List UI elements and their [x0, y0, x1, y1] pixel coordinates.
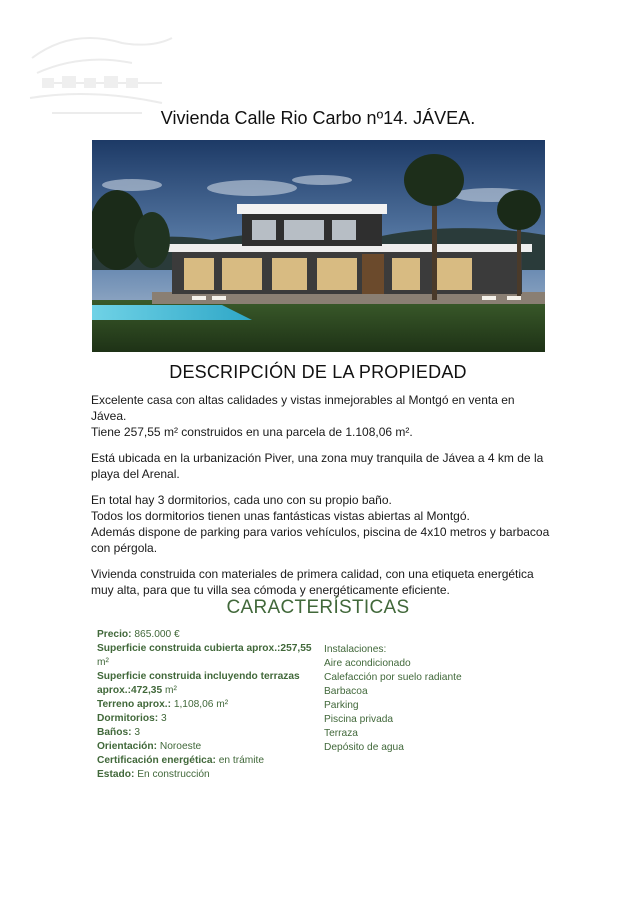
characteristics-heading: CARACTERÍSTICAS: [226, 597, 410, 618]
spec-label: Superficie construida cubierta aprox.:257,55: [97, 643, 312, 654]
spec-built-covered: [97, 642, 312, 656]
description-line: playa del Arenal.: [91, 467, 180, 481]
spec-label: aprox.:472,35: [97, 685, 163, 696]
spec-label: Dormitorios:: [97, 713, 159, 724]
feature-item: Piscina privada: [324, 714, 394, 725]
description-line: Está ubicada en la urbanización Piver, una zona muy tranquila de Jávea a 4 km de la: [91, 451, 544, 465]
spec-built-terraces-value: [97, 684, 312, 698]
description-paragraph: [91, 492, 551, 556]
spec-label: Superficie construida incluyendo terrazas: [97, 671, 300, 682]
spec-value: 3: [134, 727, 141, 738]
feature-item: Instalaciones:: [324, 644, 387, 655]
spec-land: [97, 698, 312, 712]
feature-item: Parking: [324, 700, 359, 711]
spec-label: Estado:: [97, 769, 135, 780]
description-heading: DESCRIPCIÓN DE LA PROPIEDAD: [169, 362, 467, 382]
spec-value: m²: [164, 685, 177, 696]
description-line: Vivienda construida con materiales de primera calidad, con una etiqueta energética: [91, 567, 534, 581]
spec-status: [97, 768, 312, 782]
spec-price: [97, 628, 312, 642]
description-paragraph: [91, 450, 551, 482]
description-line: Excelente casa con altas calidades y vistas inmejorables al Montgó en venta en Jávea.: [91, 393, 515, 423]
spec-energy: [97, 754, 312, 768]
spec-label: Orientación:: [97, 741, 158, 752]
spec-bathrooms: [97, 726, 312, 740]
description-line: Además dispone de parking para varios vehículos, piscina de 4x10 metros y barbacoa: [91, 525, 550, 539]
description-body: [91, 392, 551, 608]
spec-value: Noroeste: [159, 741, 202, 752]
description-line: Todos los dormitorios tienen unas fantásticas vistas abiertas al Montgó.: [91, 509, 470, 523]
description-paragraph: [91, 392, 551, 440]
spec-label: Baños:: [97, 727, 132, 738]
spec-value: 1,108,06 m²: [173, 699, 229, 710]
feature-item: Barbacoa: [324, 686, 368, 697]
features-list: [324, 643, 524, 755]
feature-item: Depósito de agua: [324, 742, 404, 753]
description-line: con pérgola.: [91, 541, 158, 555]
spec-built-terraces: [97, 670, 312, 684]
description-paragraph: [91, 566, 551, 598]
spec-value: 865.000 €: [134, 629, 180, 640]
spec-bedrooms: [97, 712, 312, 726]
spec-orientation: [97, 740, 312, 754]
spec-value: 3: [160, 713, 167, 724]
spec-built-covered-unit: m²: [97, 657, 109, 668]
spec-label: Precio:: [97, 629, 132, 640]
feature-item: Calefacción por suelo radiante: [324, 672, 462, 683]
specs-list: [97, 628, 312, 782]
spec-label: Certificación energética:: [97, 755, 216, 766]
description-line: En total hay 3 dormitorios, cada uno con su propio baño.: [91, 493, 392, 507]
spec-value: en trámite: [218, 755, 265, 766]
spec-value: En construcción: [137, 769, 210, 780]
spec-label: Terreno aprox.:: [97, 699, 171, 710]
description-line: muy alta, para que tu villa sea cómoda y energéticamente eficiente.: [91, 583, 450, 597]
page-title: Vivienda Calle Rio Carbo nº14. JÁVEA.: [160, 108, 476, 128]
hero-photo: [92, 140, 545, 352]
feature-item: Aire acondicionado: [324, 658, 411, 669]
description-line: Tiene 257,55 m² construidos en una parcela de 1.108,06 m².: [91, 425, 413, 439]
feature-item: Terraza: [324, 728, 358, 739]
